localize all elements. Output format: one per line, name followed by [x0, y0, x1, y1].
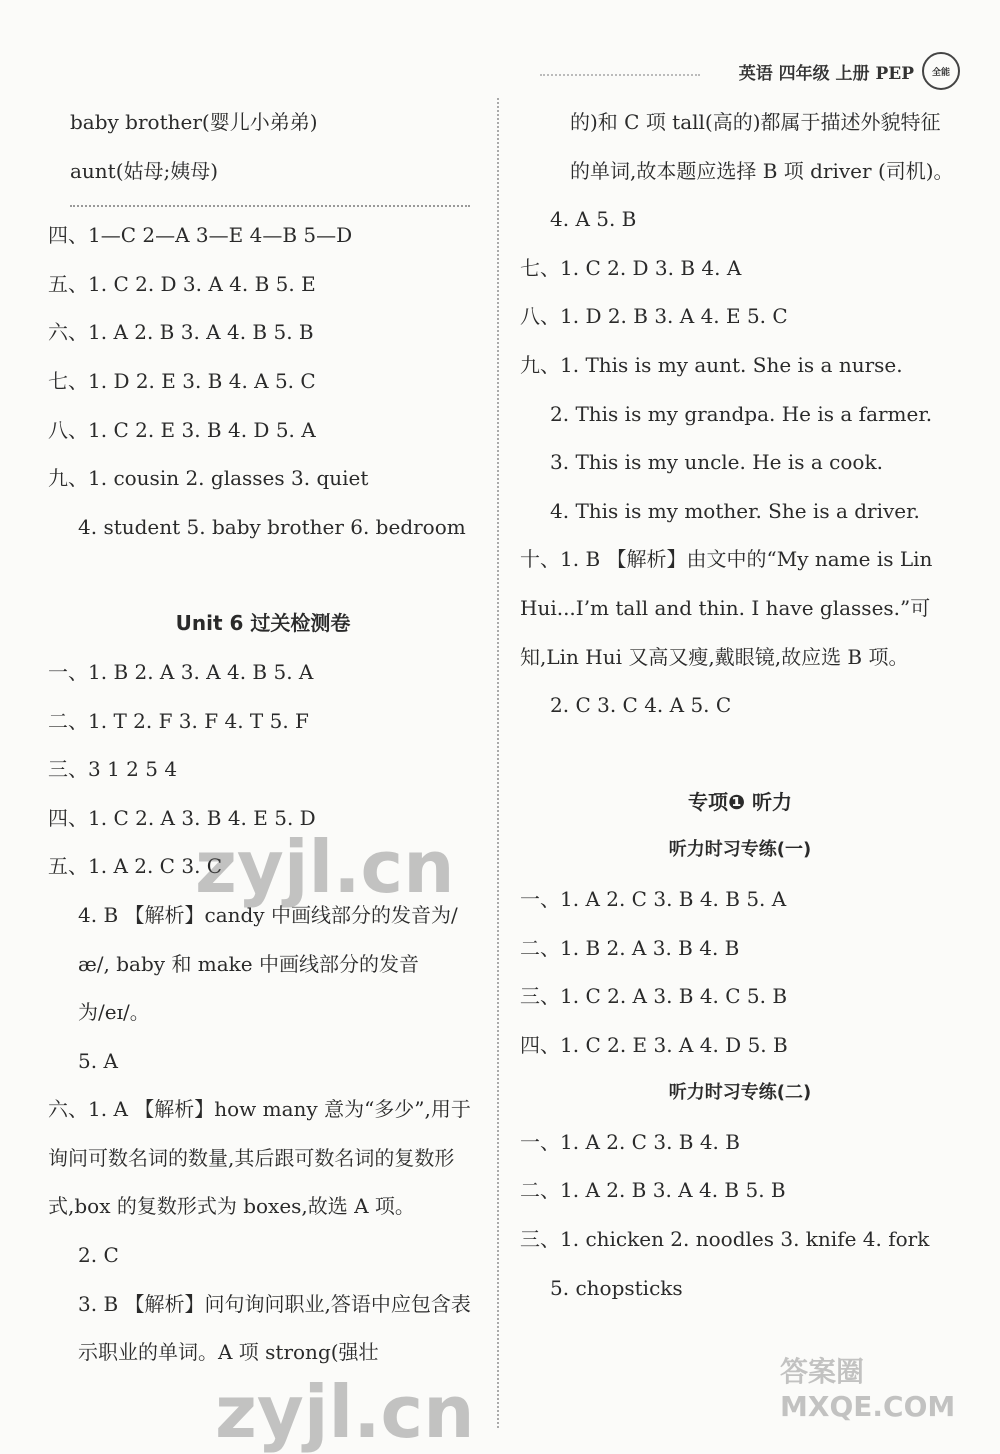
answer-line: 六、1. A 2. B 3. A 4. B 5. B	[48, 320, 314, 345]
answer-line: 二、1. B 2. A 3. B 4. B	[520, 935, 740, 960]
answer-line: 三、1. chicken 2. noodles 3. knife 4. fork	[520, 1227, 930, 1252]
answer-line: 五、1. A 2. C 3. C	[48, 854, 223, 879]
explanation: 十、1. B 【解析】由文中的“My name is Lin Hui...I’m tall and thin. I have glasses.”可知,Lin Hui 又高又瘦,戴眼镜,故应选 B 项。	[520, 547, 933, 669]
answer-line: 二、1. A 2. B 3. A 4. B 5. B	[520, 1178, 786, 1203]
answer-line: 九、1. This is my aunt. She is a nurse.	[520, 352, 903, 377]
text-line: aunt(姑母;姨母)	[70, 158, 219, 183]
column-divider	[497, 98, 499, 1428]
page-header	[700, 52, 960, 90]
watermark: zyjl.cn	[195, 825, 455, 909]
answer-line: 五、1. C 2. D 3. A 4. B 5. E	[48, 271, 316, 296]
explanation: 4. B 【解析】candy 中画线部分的发音为/æ/, baby 和 make 中画线部分的发音为/eɪ/。	[78, 902, 458, 1025]
answer-line: 一、1. A 2. C 3. B 4. B 5. A	[520, 886, 787, 911]
answer-line: 三、1. C 2. A 3. B 4. C 5. B	[520, 984, 788, 1009]
right-column	[520, 98, 960, 1312]
answer-line: 5. chopsticks	[550, 1275, 683, 1300]
section-divider	[70, 205, 470, 207]
answer-line: 一、1. B 2. A 3. A 4. B 5. A	[48, 659, 314, 684]
answer-line: 5. A	[78, 1048, 118, 1073]
answer-line: 一、1. A 2. C 3. B 4. B	[520, 1129, 740, 1154]
watermark: zyjl.cn	[215, 1370, 475, 1454]
watermark: 答案圈 MXQE.COM	[780, 1355, 956, 1423]
header-dotted-rule	[540, 74, 700, 77]
answer-line: 四、1. C 2. E 3. A 4. D 5. B	[520, 1032, 788, 1057]
answer-line: 九、1. cousin 2. glasses 3. quiet	[48, 466, 369, 491]
left-column	[48, 98, 478, 1377]
answer-line: 2. C	[78, 1243, 119, 1268]
answer-line: 2. This is my grandpa. He is a farmer.	[550, 401, 933, 426]
brand-logo: 全能	[922, 52, 960, 90]
answer-line: 四、1—C 2—A 3—E 4—B 5—D	[48, 223, 353, 248]
answer-line: 四、1. C 2. A 3. B 4. E 5. D	[48, 805, 316, 830]
explanation: 的)和 C 项 tall(高的)都属于描述外貌特征的单词,故本题应选择 B 项 driver (司机)。	[570, 110, 954, 183]
subsection-title: 听力时习专练(一)	[668, 839, 812, 861]
answer-line: 4. student 5. baby brother 6. bedroom	[78, 514, 466, 539]
answer-line: 七、1. C 2. D 3. B 4. A	[520, 255, 742, 280]
subsection-title: 听力时习专练(二)	[668, 1082, 812, 1104]
answer-line: 八、1. C 2. E 3. B 4. D 5. A	[48, 417, 316, 442]
header-title: 英语 四年级 上册 PEP	[738, 63, 914, 84]
answer-line: 二、1. T 2. F 3. F 4. T 5. F	[48, 708, 309, 733]
answer-line: 4. This is my mother. She is a driver.	[550, 498, 920, 523]
unit-title: Unit 6 过关检测卷	[175, 611, 351, 636]
answer-line: 八、1. D 2. B 3. A 4. E 5. C	[520, 304, 788, 329]
answer-line: 七、1. D 2. E 3. B 4. A 5. C	[48, 368, 316, 393]
explanation: 3. B 【解析】问句询问职业,答语中应包含表示职业的单词。A 项 strong(强壮	[78, 1291, 471, 1365]
answer-line: 4. A 5. B	[550, 207, 637, 232]
answer-line: 2. C 3. C 4. A 5. C	[550, 693, 732, 718]
answer-line: 3. This is my uncle. He is a cook.	[550, 450, 883, 475]
text-line: baby brother(婴儿小弟弟)	[70, 110, 318, 134]
answer-line: 三、3 1 2 5 4	[48, 757, 178, 782]
explanation: 六、1. A 【解析】how many 意为“多少”,用于询问可数名词的数量,其后跟可数名词的复数形式,box 的复数形式为 boxes,故选 A 项。	[48, 1097, 471, 1219]
section-title: 专项❶ 听力	[688, 789, 792, 814]
